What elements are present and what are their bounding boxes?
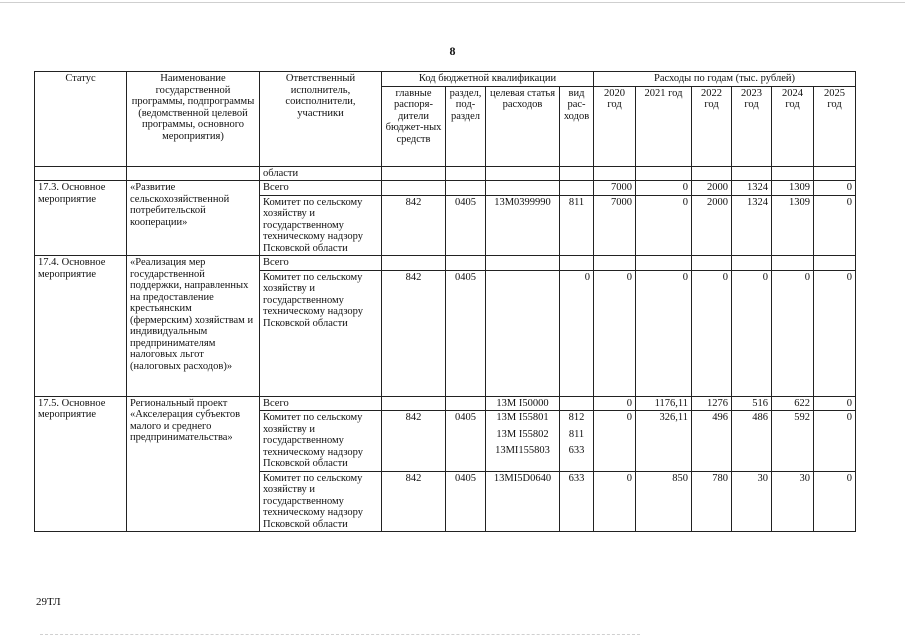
value-2025: 0 [814, 396, 856, 411]
budget-table [34, 71, 856, 532]
grbs-value: 842 [382, 471, 446, 532]
value-2021: 1176,11 [636, 396, 692, 411]
value-2023: 0 [732, 270, 772, 396]
value-2020: 7000 [594, 181, 636, 196]
table-row [35, 181, 856, 196]
value-2022: 2000 [692, 181, 732, 196]
vr-value: 812 [568, 412, 585, 423]
header-row-1 [35, 72, 856, 87]
value-2021: 326,11 [636, 411, 692, 472]
total-label: Всего [260, 181, 382, 196]
vr-values [560, 411, 594, 472]
csr-value [486, 270, 560, 396]
vr-value: 633 [568, 445, 585, 456]
csr-value: 13М0399990 [486, 195, 560, 256]
year-2021-header: 2021 год [636, 86, 692, 166]
csr-header: целевая статья расходов [486, 86, 560, 166]
year-2024-header: 2024 год [772, 86, 814, 166]
value-2021: 0 [636, 270, 692, 396]
status-cell: 17.4. Основное мероприятие [35, 256, 127, 397]
expenses-header: Расходы по годам (тыс. рублей) [594, 72, 856, 87]
csr-value: 13М I55802 [496, 428, 549, 440]
value-2023: 1324 [732, 195, 772, 256]
csr-value: 13МI5D0640 [486, 471, 560, 532]
razdel-header: раздел, под-раздел [446, 86, 486, 166]
status-cell: 17.5. Основное мероприятие [35, 396, 127, 532]
value-2024: 1309 [772, 195, 814, 256]
value-2023: 1324 [732, 181, 772, 196]
value-2025: 0 [814, 181, 856, 196]
value-2023: 516 [732, 396, 772, 411]
value-2024: 1309 [772, 181, 814, 196]
table-row [35, 166, 856, 181]
value-2025: 0 [814, 471, 856, 532]
grbs-value: 842 [382, 195, 446, 256]
csr-value: 13М I50000 [486, 396, 560, 411]
csr-value: 13М I55801 [496, 412, 549, 423]
grbs-header: главные распоря-дители бюджет-ных средств [382, 86, 446, 166]
vr-value: 811 [568, 428, 585, 440]
csr-values [486, 411, 560, 472]
razdel-value: 0405 [446, 411, 486, 472]
value-2024: 592 [772, 411, 814, 472]
value-2020: 0 [594, 471, 636, 532]
value-2021: 850 [636, 471, 692, 532]
value-2022: 780 [692, 471, 732, 532]
continuation-text: области [260, 166, 382, 181]
vr-value: 633 [560, 471, 594, 532]
razdel-value: 0405 [446, 195, 486, 256]
vr-header: вид рас-ходов [560, 86, 594, 166]
value-2020: 0 [594, 270, 636, 396]
value-2024: 0 [772, 270, 814, 396]
status-header: Статус [35, 72, 127, 167]
total-label: Всего [260, 256, 382, 271]
value-2023: 486 [732, 411, 772, 472]
committee-label: Комитет по сельскому хозяйству и государственному техническому надзору Псковской области [260, 471, 382, 532]
vr-value: 811 [560, 195, 594, 256]
committee-label: Комитет по сельскому хозяйству и государственному техническому надзору Псковской области [260, 270, 382, 396]
committee-label: Комитет по сельскому хозяйству и государственному техническому надзору Псковской области [260, 195, 382, 256]
csr-value: 13МI155803 [495, 445, 550, 456]
value-2022: 496 [692, 411, 732, 472]
budget-code-header: Код бюджетной квалификации [382, 72, 594, 87]
scan-edge-line [0, 2, 905, 3]
vr-value: 0 [560, 270, 594, 396]
grbs-value: 842 [382, 411, 446, 472]
value-2025: 0 [814, 411, 856, 472]
value-2022: 0 [692, 270, 732, 396]
page-number: 8 [449, 44, 456, 58]
value-2024: 30 [772, 471, 814, 532]
razdel-value: 0405 [446, 270, 486, 396]
year-2025-header: 2025 год [814, 86, 856, 166]
value-2024: 622 [772, 396, 814, 411]
value-2020: 0 [594, 396, 636, 411]
razdel-value: 0405 [446, 471, 486, 532]
name-cell: Региональный проект «Акселерация субъектов малого и среднего предпринимательства» [127, 396, 260, 532]
value-2025: 0 [814, 270, 856, 396]
name-cell: «Развитие сельскохозяйственной потребительской кооперации» [127, 181, 260, 256]
value-2022: 2000 [692, 195, 732, 256]
committee-label: Комитет по сельскому хозяйству и государственному техническому надзору Псковской области [260, 411, 382, 472]
value-2020: 0 [594, 411, 636, 472]
name-header: Наименование государственной программы, подпрограммы (ведомственной целевой программы, основного мероприятия) [127, 72, 260, 167]
grbs-value: 842 [382, 270, 446, 396]
footer-code: 29ТЛ [36, 596, 61, 608]
table-row [35, 396, 856, 411]
responsible-header: Ответственный исполнитель, соисполнители, участники [260, 72, 382, 167]
total-label: Всего [260, 396, 382, 411]
name-cell: «Реализация мер государственной поддержки, направленных на предоставление крестьянским (фермерским) хозяйствам и индивидуальным предпринимателям налоговых льгот (налоговых расходов)» [127, 256, 260, 397]
year-2022-header: 2022 год [692, 86, 732, 166]
value-2021: 0 [636, 195, 692, 256]
year-2023-header: 2023 год [732, 86, 772, 166]
value-2020: 7000 [594, 195, 636, 256]
scan-edge-line [40, 634, 640, 636]
value-2023: 30 [732, 471, 772, 532]
value-2025: 0 [814, 195, 856, 256]
status-cell: 17.3. Основное мероприятие [35, 181, 127, 256]
table-row [35, 256, 856, 271]
value-2021: 0 [636, 181, 692, 196]
value-2022: 1276 [692, 396, 732, 411]
year-2020-header: 2020 год [594, 86, 636, 166]
